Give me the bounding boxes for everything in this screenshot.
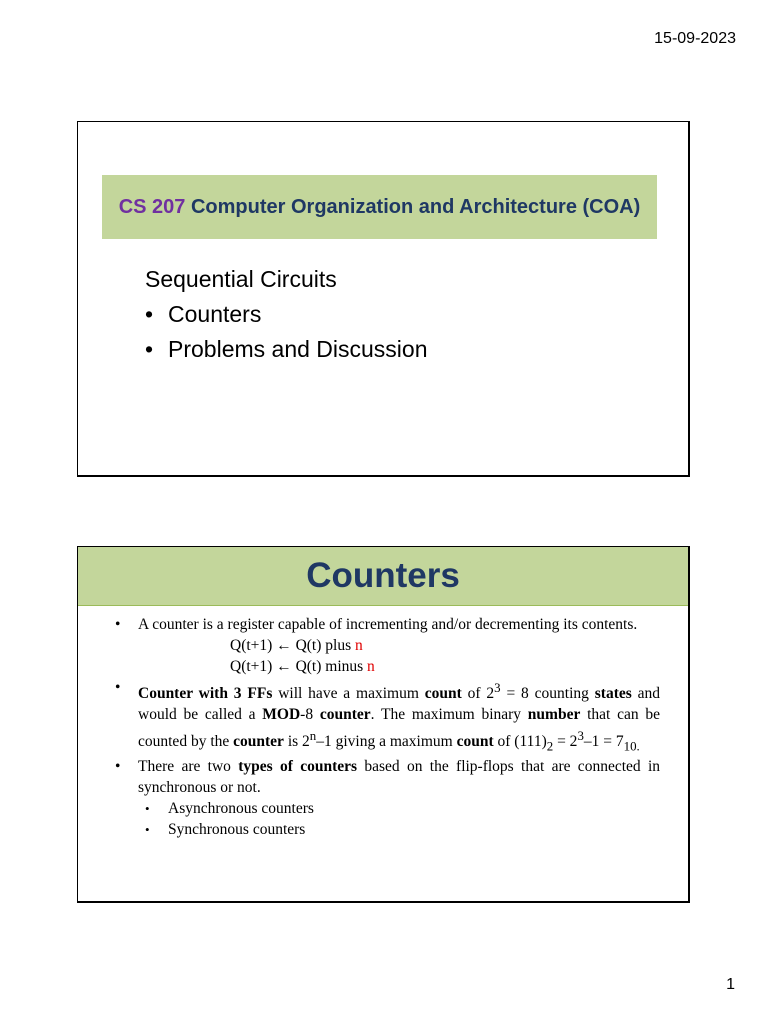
bullet-paragraph: • There are two types of counters based on the flip-flops that are connected in synchronous or not. (115, 758, 661, 797)
bullet-paragraph: • A counter is a register capable of incrementing and/or decrementing its contents. (115, 616, 638, 633)
text-run: –1 giving a maximum (316, 733, 457, 751)
counter-definition: A counter is a register capable of incrementing and/or decrementing its contents. (138, 616, 638, 633)
superscript: 3 (494, 680, 501, 695)
bold-term: types of counters (238, 758, 358, 776)
formula-text: Q(t+1) ← Q(t) minus (230, 658, 368, 675)
text-run: –1 = 7 (583, 733, 624, 751)
bullet-paragraph: • Counter with 3 FFs will have a maximum count of $2^3 = 8$ counting states and would be called a MOD-8 counter. The maximum binary number that can be counted by the counter is 2$^n$–1 giving a maximum count of $(111)_2 = 2^3-1 = 7_{10.}$ (115, 679, 661, 754)
bold-term: counter (233, 733, 284, 751)
topic-item-label: Counters (168, 301, 262, 327)
topic-item-label: Problems and Discussion (168, 336, 428, 362)
formula-decrement (115, 656, 660, 677)
subscript: 10 (623, 738, 637, 754)
sub-bullet: • Asynchronous counters (145, 800, 314, 818)
text-run: = 8 counting (500, 685, 595, 703)
topic-heading: Sequential Circuits (145, 266, 337, 292)
slide-body (115, 614, 660, 840)
slide-header-band (78, 547, 688, 606)
bold-term: Counter with 3 FFs (138, 685, 273, 703)
slide-title (77, 121, 690, 477)
subscript: 2 (546, 738, 554, 754)
text-run: -8 (300, 706, 320, 724)
formula-variable: n (367, 658, 375, 675)
sub-bullet-label: Synchronous counters (168, 821, 306, 839)
sub-bullet: • Synchronous counters (145, 821, 306, 839)
formula-text: Q(t+1) ← Q(t) plus (230, 637, 355, 654)
text-run: and would be called a (138, 685, 661, 724)
formula-increment (115, 635, 660, 656)
text-run: There are two (138, 758, 239, 776)
slide-counters (77, 546, 690, 903)
bold-term: states (594, 685, 632, 703)
slide-title-heading: Counters (306, 556, 460, 595)
page-number: 1 (726, 976, 735, 993)
text-run: . (636, 738, 640, 754)
bold-term: count (424, 685, 462, 703)
course-code: CS 207 (118, 195, 186, 218)
topic-item (145, 297, 428, 332)
bold-term: MOD (262, 706, 301, 724)
text-run: of (111) (493, 733, 547, 751)
topic-item (145, 332, 428, 367)
bold-term: number (527, 706, 581, 724)
course-title: Computer Organization and Architecture (COA) (190, 195, 641, 218)
topic-list (145, 262, 428, 367)
text-run: will have a maximum (272, 685, 425, 703)
text-run: is 2 (283, 733, 310, 751)
superscript: n (309, 728, 317, 744)
bold-term: count (456, 733, 494, 751)
course-title-band (102, 175, 657, 239)
sub-bullet-label: Asynchronous counters (168, 800, 314, 818)
text-run: based on the flip-flops that are connected in synchronous or not. (138, 758, 661, 797)
superscript: 3 (577, 728, 584, 744)
text-run: . The maximum binary (370, 706, 528, 724)
text-run: = 2 (553, 733, 578, 751)
text-run: that can be counted by the (138, 706, 660, 751)
formula-variable: n (354, 637, 363, 654)
page-date: 15-09-2023 (654, 30, 736, 47)
bold-term: counter (319, 706, 371, 724)
text-run: of 2 (461, 685, 495, 703)
